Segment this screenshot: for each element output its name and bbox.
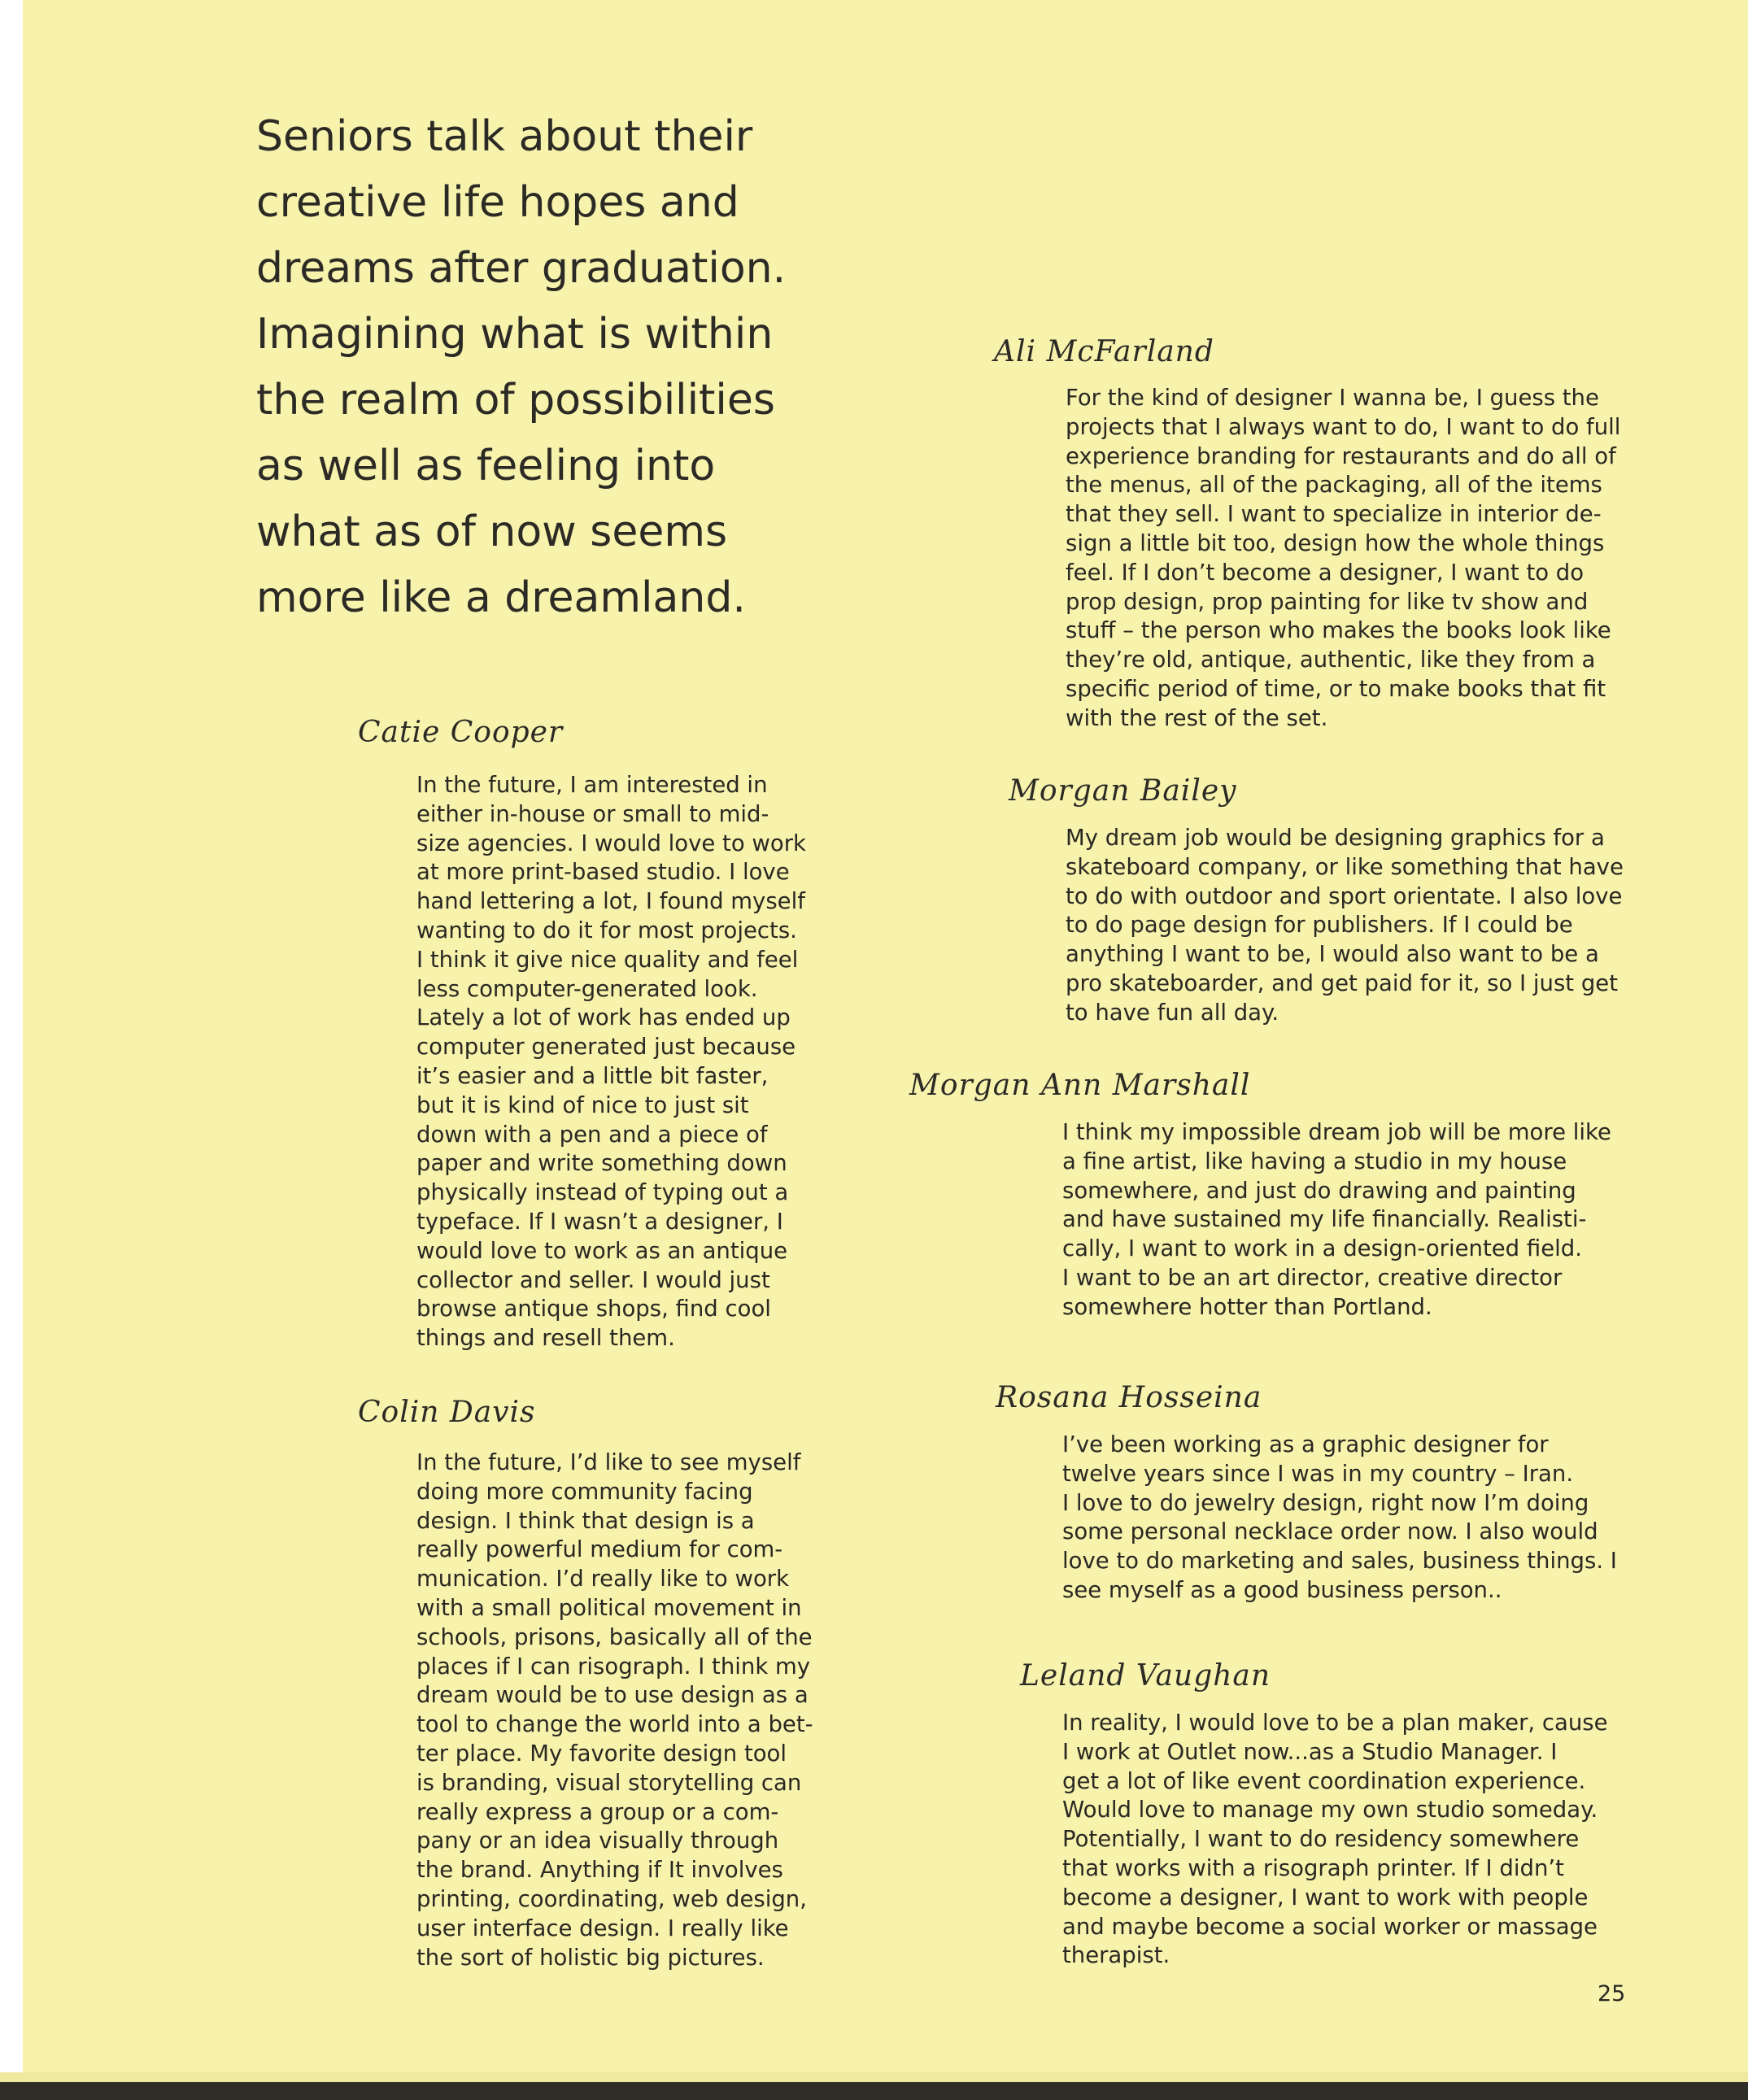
signature-name: Catie Cooper: [358, 716, 564, 749]
entry-text: For the kind of designer I wanna be, I guess the projects that I always want to do, I want to do full experience branding for restaurants and do all of the menus, all of the packaging, all of the items that they sell. I want to specialize in interior de- sign a little bit too, design how the whole things feel. If I don’t become a designer, I want to do prop design, prop painting for like tv show and stuff – the person who makes the books look like they’re old, antique, authentic, like they from a specific period of time, or to make books that fit with the rest of the set.: [1066, 385, 1621, 731]
page-headline: Seniors talk about their creative life hopes and dreams after graduation. Imagining what is within the realm of possibilities as well as feeling into what as of now seems more like a dreamland.: [256, 112, 787, 622]
entry-text: I think my impossible dream job will be more like a fine artist, like having a studio in my house somewhere, and just do drawing and painting and have sustained my life financially. Realisti- cally, I want to work in a design-oriented field. I want to be an art director, creative director somewhere hotter than Portland.: [1062, 1119, 1611, 1320]
signature-name: Colin Davis: [358, 1396, 536, 1429]
entry-text: My dream job would be designing graphics for a skateboard company, or like something that have to do with outdoor and sport orientate. I also love to do page design for publishers. If I could be anything I want to be, I would also want to be a pro skateboarder, and get paid for it, so I just get to have fun all day.: [1066, 825, 1624, 1026]
signature-name: Ali McFarland: [994, 335, 1214, 368]
scan-bottom-edge: [0, 2082, 1748, 2100]
scan-bottom-margin: [0, 2072, 1748, 2082]
page-number: 25: [1598, 1981, 1626, 2006]
entry-text: In the future, I am interested in either in-house or small to mid- size agencies. I would love to work at more print-based studio. I love hand lettering a lot, I found myself wanting to do it for most projects. I think it give nice quality and feel less computer-generated look. Lately a lot of work has ended up computer generated just because it’s easier and a little bit faster, but it is kind of nice to just sit down with a pen and a piece of paper and write something down physically instead of typing out a typeface. If I wasn’t a designer, I would love to work as an antique collector and seller. I would just browse antique shops, find cool things and resell them.: [416, 772, 806, 1352]
signature-name: Morgan Ann Marshall: [909, 1069, 1251, 1102]
entry-text: I’ve been working as a graphic designer for twelve years since I was in my country – Iran. I love to do jewelry design, right now I’m doing some personal necklace order now. I also would love to do marketing and sales, business things. I see myself as a good business person..: [1062, 1431, 1617, 1603]
scan-left-margin: [0, 0, 23, 2100]
signature-name: Leland Vaughan: [1020, 1659, 1271, 1693]
signature-name: Morgan Bailey: [1009, 774, 1237, 808]
entry-text: In reality, I would love to be a plan maker, cause I work at Outlet now...as a Studio Manager. I get a lot of like event coordination experience. Would love to manage my own studio someday. Potentially, I want to do residency somewhere that works with a risograph printer. If I didn’t become a designer, I want to work with people and maybe become a social worker or massage therapist.: [1062, 1710, 1608, 1969]
signature-name: Rosana Hosseina: [996, 1381, 1262, 1414]
entry-text: In the future, I’d like to see myself doing more community facing design. I think that design is a really powerful medium for com- munication. I’d really like to work with a small political movement in schools, prisons, basically all of the places if I can risograph. I think my dream would be to use design as a tool to change the world into a bet- ter place. My favorite design tool is branding, visual storytelling can really express a group or a com- pany or an idea visually through the brand. Anything if It involves printing, coordinating, web design, user interface design. I really like the sort of holistic big pictures.: [416, 1449, 813, 1971]
